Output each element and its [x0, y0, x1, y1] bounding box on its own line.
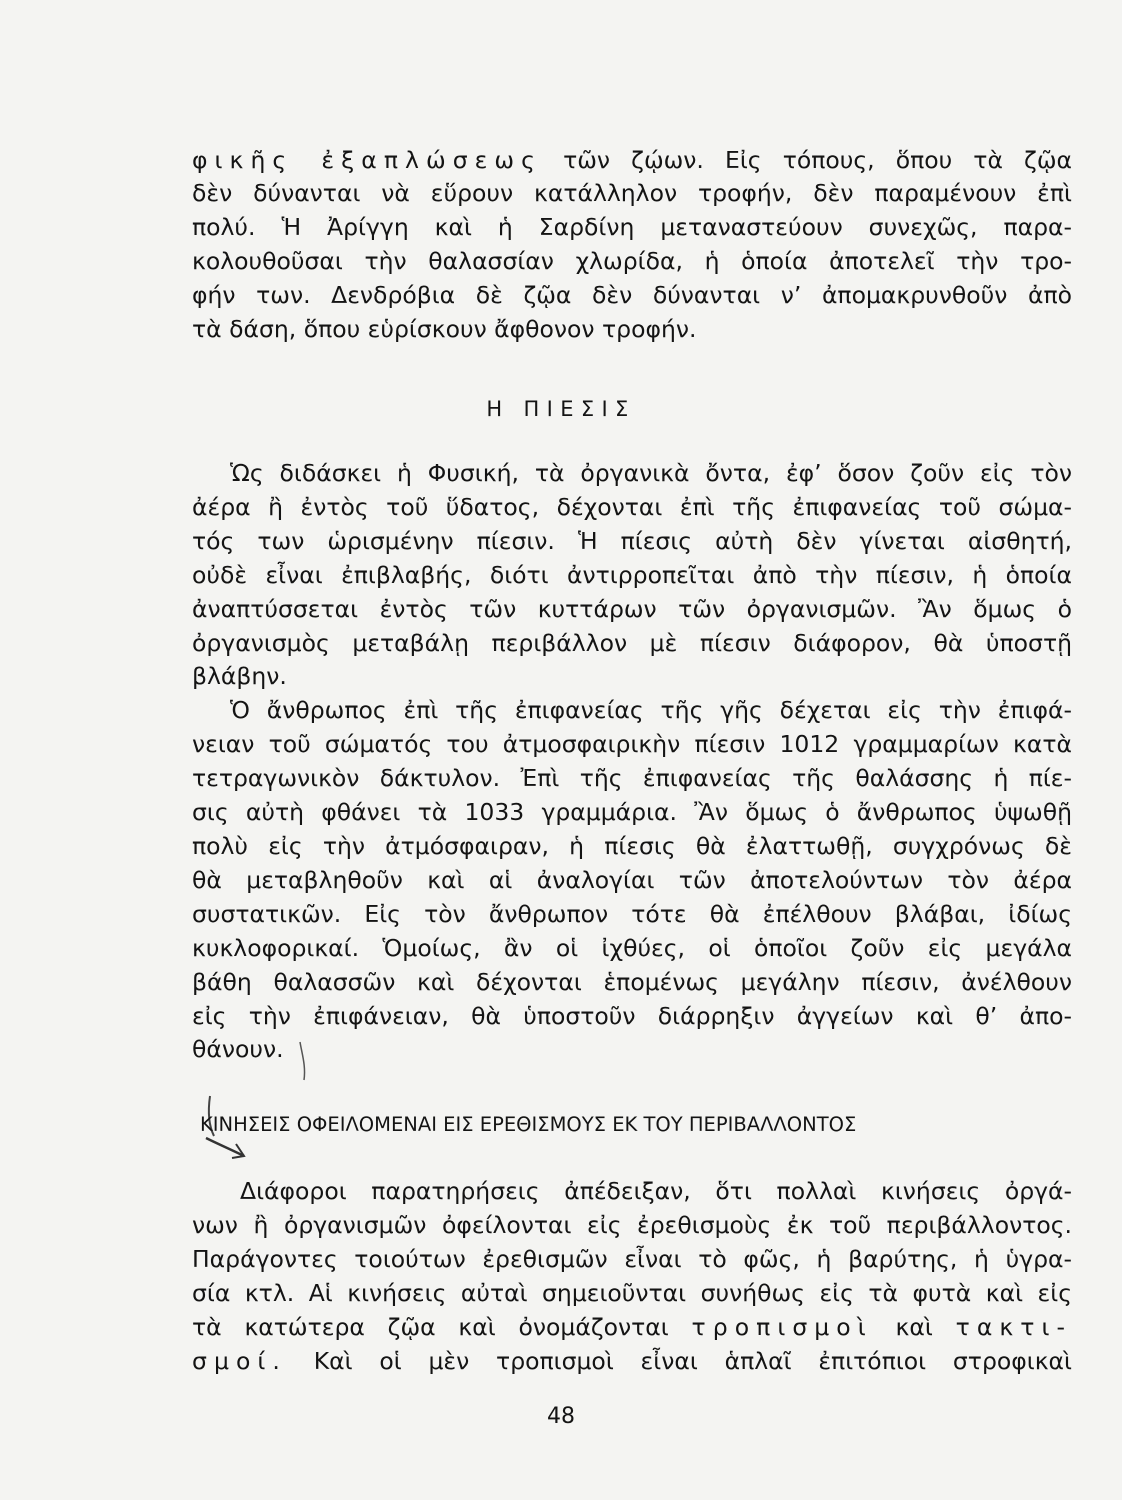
text-line: Παράγοντες τοιούτων ἐρεθισμῶν εἶναι τὸ φῶς, ἡ βαρύτης, ἡ ὑγρα- — [192, 1245, 1072, 1273]
section-heading-movements: ΚΙΝΗΣΕΙΣ ΟΦΕΙΛΟΜΕΝΑΙ ΕΙΣ ΕΡΕΘΙΣΜΟΥΣ ΕΚ ΤΟΥ ΠΕΡΙΒΑΛΛΟΝΤΟΣ — [200, 1113, 857, 1136]
text-line: σία κτλ. Αἱ κινήσεις αὐταὶ σημειοῦνται συνήθως εἰς τὰ φυτὰ καὶ εἰς — [192, 1279, 1072, 1307]
text-line: ὀργανισμὸς μεταβάλῃ περιβάλλον μὲ πίεσιν διάφορον, θὰ ὑποστῇ — [192, 629, 1072, 657]
text-line: τὰ δάση, ὅπου εὑρίσκουν ἄφθονον τροφήν. — [192, 315, 697, 343]
text-line: βάθη θαλασσῶν καὶ δέχονται ἑπομένως μεγάλην πίεσιν, ἀνέλθουν — [192, 968, 1072, 996]
text-line: σμοί. Καὶ οἱ μὲν τροπισμοὶ εἶναι ἁπλαῖ ἐπιτόπιοι στροφικαὶ — [192, 1347, 1072, 1375]
text-line: Ὡς διδάσκει ἡ Φυσική, τὰ ὀργανικὰ ὄντα, ἐφ’ ὅσον ζοῦν εἰς τὸν — [230, 459, 1072, 487]
text-line: νων ἢ ὀργανισμῶν ὀφείλονται εἰς ἐρεθισμοὺς ἐκ τοῦ περιβάλλοντος. — [192, 1211, 1072, 1239]
text-line: νειαν τοῦ σώματός του ἀτμοσφαιρικὴν πίεσιν 1012 γραμμαρίων κατὰ — [192, 730, 1072, 758]
text-line: βλάβην. — [192, 662, 287, 690]
section-heading-pressure: Η ΠΙΕΣΙΣ — [486, 397, 636, 421]
text-line: Διάφοροι παρατηρήσεις ἀπέδειξαν, ὅτι πολλαὶ κινήσεις ὀργά- — [240, 1177, 1072, 1205]
text-line: πολύ. Ἡ Ἀρίγγη καὶ ἡ Σαρδίνη μεταναστεύουν συνεχῶς, παρα- — [192, 213, 1072, 241]
text-line: θὰ μεταβληθοῦν καὶ αἱ ἀναλογίαι τῶν ἀποτελούντων τὸν ἀέρα — [192, 866, 1072, 894]
text-line: τός των ὡρισμένην πίεσιν. Ἡ πίεσις αὐτὴ δὲν γίνεται αἰσθητή, — [192, 527, 1072, 555]
text-line: θάνουν. — [192, 1035, 284, 1063]
text-line: εἰς τὴν ἐπιφάνειαν, θὰ ὑποστοῦν διάρρηξιν ἀγγείων καὶ θ’ ἀπο- — [192, 1002, 1072, 1030]
text-line: κολουθοῦσαι τὴν θαλασσίαν χλωρίδα, ἡ ὁποία ἀποτελεῖ τὴν τρο- — [192, 247, 1072, 275]
text-line: συστατικῶν. Εἰς τὸν ἄνθρωπον τότε θὰ ἐπέλθουν βλάβαι, ἰδίως — [192, 900, 1072, 928]
text-line: σις αὐτὴ φθάνει τὰ 1033 γραμμάρια. Ἂν ὅμως ὁ ἄνθρωπος ὑψωθῇ — [192, 798, 1072, 826]
page-number: 48 — [547, 1404, 575, 1429]
text-line: πολὺ εἰς τὴν ἀτμόσφαιραν, ἡ πίεσις θὰ ἐλαττωθῇ, συγχρόνως δὲ — [192, 832, 1072, 860]
text-line: οὐδὲ εἶναι ἐπιβλαβής, διότι ἀντιρροπεῖται ἀπὸ τὴν πίεσιν, ἡ ὁποία — [192, 561, 1072, 589]
text-line: ἀέρα ἢ ἐντὸς τοῦ ὕδατος, δέχονται ἐπὶ τῆς ἐπιφανείας τοῦ σώμα- — [192, 493, 1072, 521]
pencil-mark-icon — [196, 1040, 316, 1160]
text-line: δὲν δύνανται νὰ εὕρουν κατάλληλον τροφήν, δὲν παραμένουν ἐπὶ — [192, 179, 1072, 207]
text-line: κυκλοφορικαί. Ὁμοίως, ἂν οἱ ἰχθύες, οἱ ὁποῖοι ζοῦν εἰς μεγάλα — [192, 934, 1072, 962]
text-line: τετραγωνικὸν δάκτυλον. Ἐπὶ τῆς ἐπιφανείας τῆς θαλάσσης ἡ πίε- — [192, 764, 1072, 792]
text-line: φικῆς ἐξαπλώσεως τῶν ζῴων. Εἰς τόπους, ὅπου τὰ ζῷα — [192, 146, 1072, 174]
text-line: φήν των. Δενδρόβια δὲ ζῷα δὲν δύνανται ν’ ἀπομακρυνθοῦν ἀπὸ — [192, 281, 1072, 309]
text-line: τὰ κατώτερα ζῷα καὶ ὀνομάζονται τροπισμοὶ καὶ τακτι- — [192, 1313, 1072, 1341]
text-line: Ὁ ἄνθρωπος ἐπὶ τῆς ἐπιφανείας τῆς γῆς δέχεται εἰς τὴν ἐπιφά- — [230, 696, 1072, 724]
text-line: ἀναπτύσσεται ἐντὸς τῶν κυττάρων τῶν ὀργανισμῶν. Ἂν ὅμως ὁ — [192, 595, 1072, 623]
